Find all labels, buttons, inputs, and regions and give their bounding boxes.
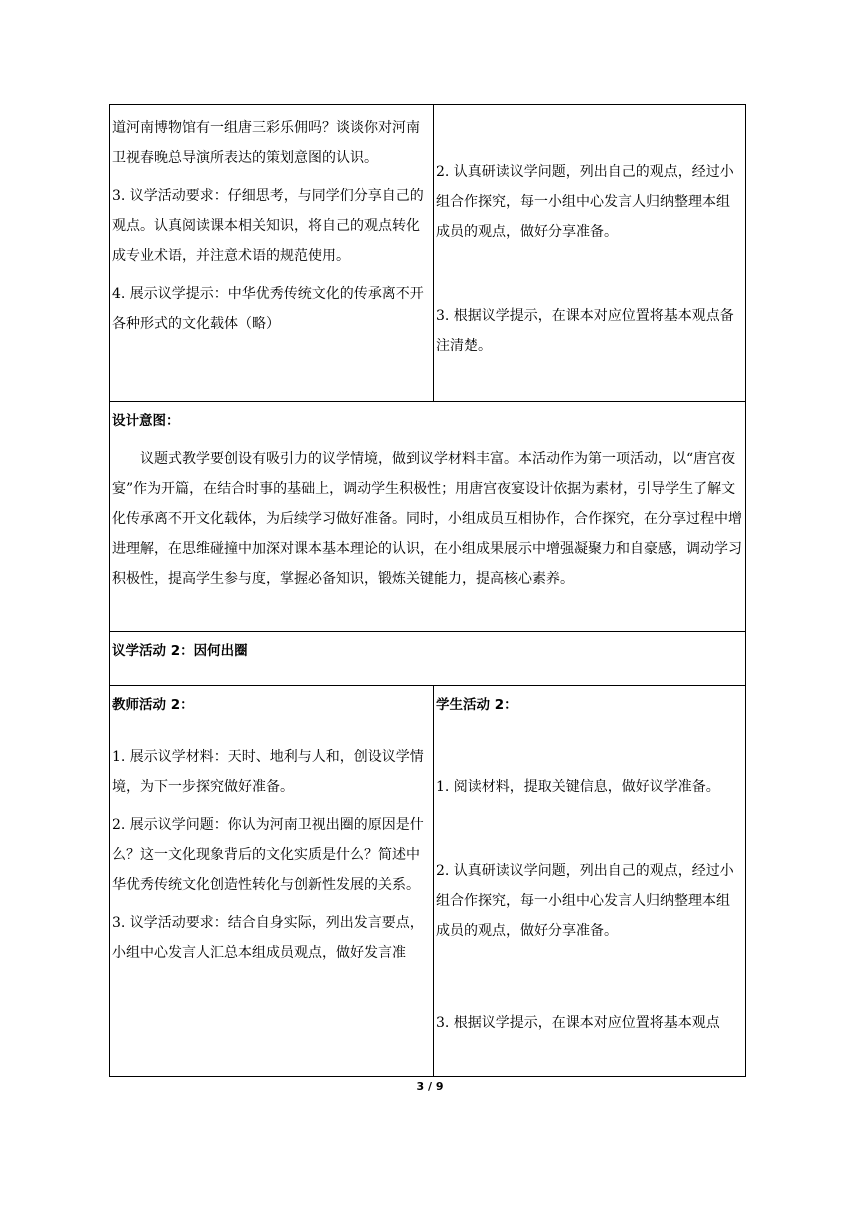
page-number: 3 / 9: [416, 1080, 444, 1093]
activity-2-title: 议学活动 2：因何出圈: [112, 643, 248, 659]
table-row: [110, 632, 746, 686]
paragraph: 3. 议学活动要求：仔细思考，与同学们分享自己的观点。认真阅读课本相关知识，将自己的观点转化成专业术语，并注意术语的规范使用。: [112, 188, 424, 264]
teacher-activity-2-heading: 教师活动 2：: [112, 697, 194, 713]
lesson-plan-table: [109, 104, 746, 1077]
student-activity-2-cell: [434, 686, 746, 1077]
paragraph: 1. 阅读材料，提取关键信息，做好议学准备。: [436, 779, 720, 795]
design-intent-body: 议题式教学要创设有吸引力的议学情境，做到议学材料丰富。本活动作为第一项活动，以“唐宫夜宴”作为开篇，在结合时事的基础上，调动学生积极性；用唐宫夜宴设计依据为素材，引导学生了解文化传承离不开文化载体，为后续学习做好准备。同时，小组成员互相协作，合作探究，在分享过程中增进理解，在思维碰撞中加深对课本基本理论的认识，在小组成果展示中增强凝聚力和自豪感，调动学习积极性，提高学生参与度，掌握必备知识，锻炼关键能力，提高核心素养。: [112, 451, 742, 587]
activity-2-title-cell: [110, 632, 746, 686]
paragraph: 道河南博物馆有一组唐三彩乐佣吗？谈谈你对河南卫视春晚总导演所表达的策划意图的认识。: [112, 120, 420, 166]
student-activity-2-heading: 学生活动 2：: [436, 697, 518, 713]
table-row: [110, 105, 746, 402]
design-intent-heading: 设计意图：: [112, 413, 180, 429]
paragraph: 2. 认真研读议学问题，列出自己的观点，经过小组合作探究，每一小组中心发言人归纳整理本组成员的观点，做好分享准备。: [436, 164, 734, 240]
table-row: [110, 686, 746, 1077]
paragraph: 4. 展示议学提示：中华优秀传统文化的传承离不开各种形式的文化载体（略）: [112, 286, 424, 332]
paragraph: 3. 根据议学提示，在课本对应位置将基本观点: [436, 1015, 720, 1031]
paragraph: 2. 认真研读议学问题，列出自己的观点，经过小组合作探究，每一小组中心发言人归纳整理本组成员的观点，做好分享准备。: [436, 863, 734, 939]
paragraph: 3. 议学活动要求：结合自身实际，列出发言要点，小组中心发言人汇总本组成员观点，做好发言准: [112, 915, 424, 961]
paragraph: 3. 根据议学提示，在课本对应位置将基本观点备注清楚。: [436, 308, 734, 354]
teacher-activity-2-cell: [110, 686, 434, 1077]
design-intent-cell: [110, 402, 746, 632]
teacher-activity-1-cell: [110, 105, 434, 402]
paragraph: 2. 展示议学问题：你认为河南卫视出圈的原因是什么？这一文化现象背后的文化实质是什么？简述中华优秀传统文化创造性转化与创新性发展的关系。: [112, 817, 424, 893]
table-row: [110, 402, 746, 632]
student-activity-1-cell: [434, 105, 746, 402]
paragraph: 1. 展示议学材料：天时、地利与人和，创设议学情境，为下一步探究做好准备。: [112, 749, 424, 795]
